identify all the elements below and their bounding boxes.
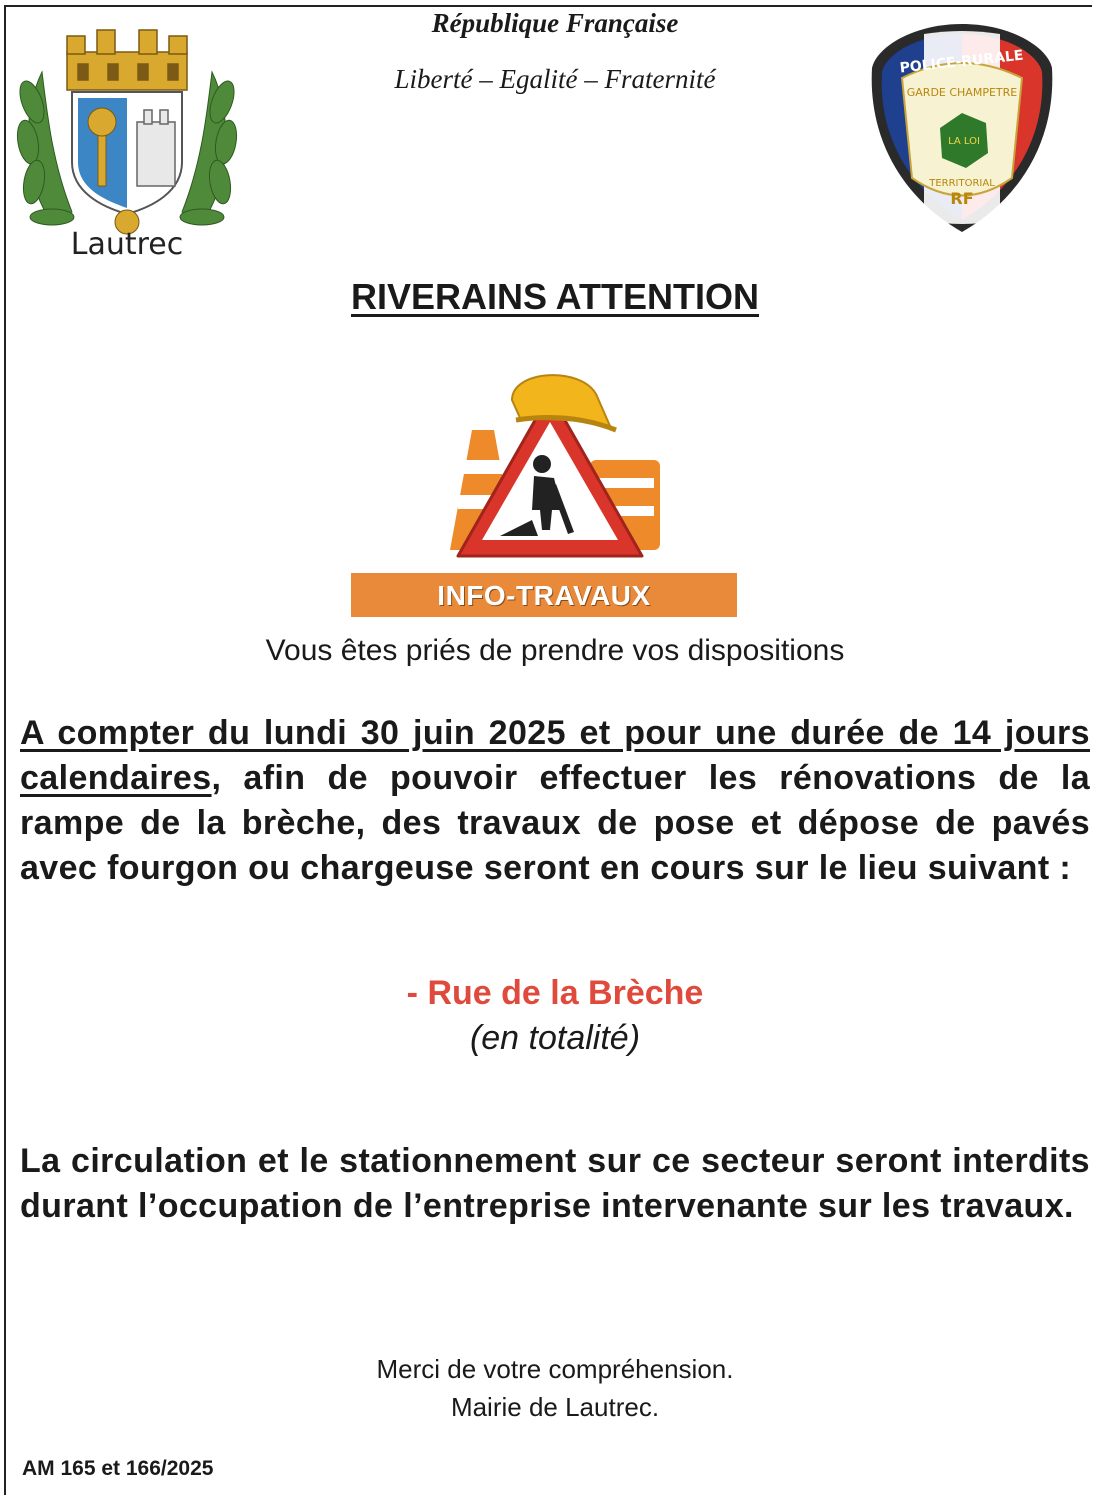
republic-heading: République Française [431,8,679,38]
notice-details: , afin de pouvoir effectuer les rénovations de la rampe de la brèche, des travaux de pose et dépose de pavés avec fourgon ou chargeuse seront en cours sur le lieu suivant : [20,759,1090,887]
reference-number: AM 165 et 166/2025 [22,1457,214,1480]
notice-paragraph [20,711,1090,891]
badge-rf-text: RF [950,189,974,208]
location-note: (en totalité) [469,1019,641,1057]
roadworks-sign-icon [420,360,680,570]
closing-block [250,1350,860,1426]
thanks-line: Merci de votre compréhension. [376,1354,734,1384]
notice-dates: A compter du lundi 30 juin 2025 et pour une durée de 14 jours calendaires [20,714,1090,797]
badge-bottom-text: TERRITORIAL [929,178,995,189]
badge-top-text: GARDE CHAMPETRE [906,86,1018,99]
info-travaux-banner: INFO-TRAVAUX [351,573,737,617]
police-rurale-badge-icon [862,18,1062,238]
crest-label: Lautrec [70,227,184,262]
subtitle: Vous êtes priés de prendre vos dispositions [265,634,845,667]
motto: Liberté – Egalité – Fraternité [394,64,716,94]
page-title: RIVERAINS ATTENTION [350,276,759,317]
restriction-paragraph: La circulation et le stationnement sur ce secteur seront interdits durant l’occupation de l’entreprise intervenante sur les travaux. [20,1142,1090,1225]
location-name: - Rue de la Brèche [406,974,704,1012]
badge-map-text: LA LOI [948,136,980,147]
badge-ring-text: POLICE-RURALE [898,47,1025,77]
town-crest-icon [12,22,242,262]
signature-line: Mairie de Lautrec. [450,1392,660,1422]
